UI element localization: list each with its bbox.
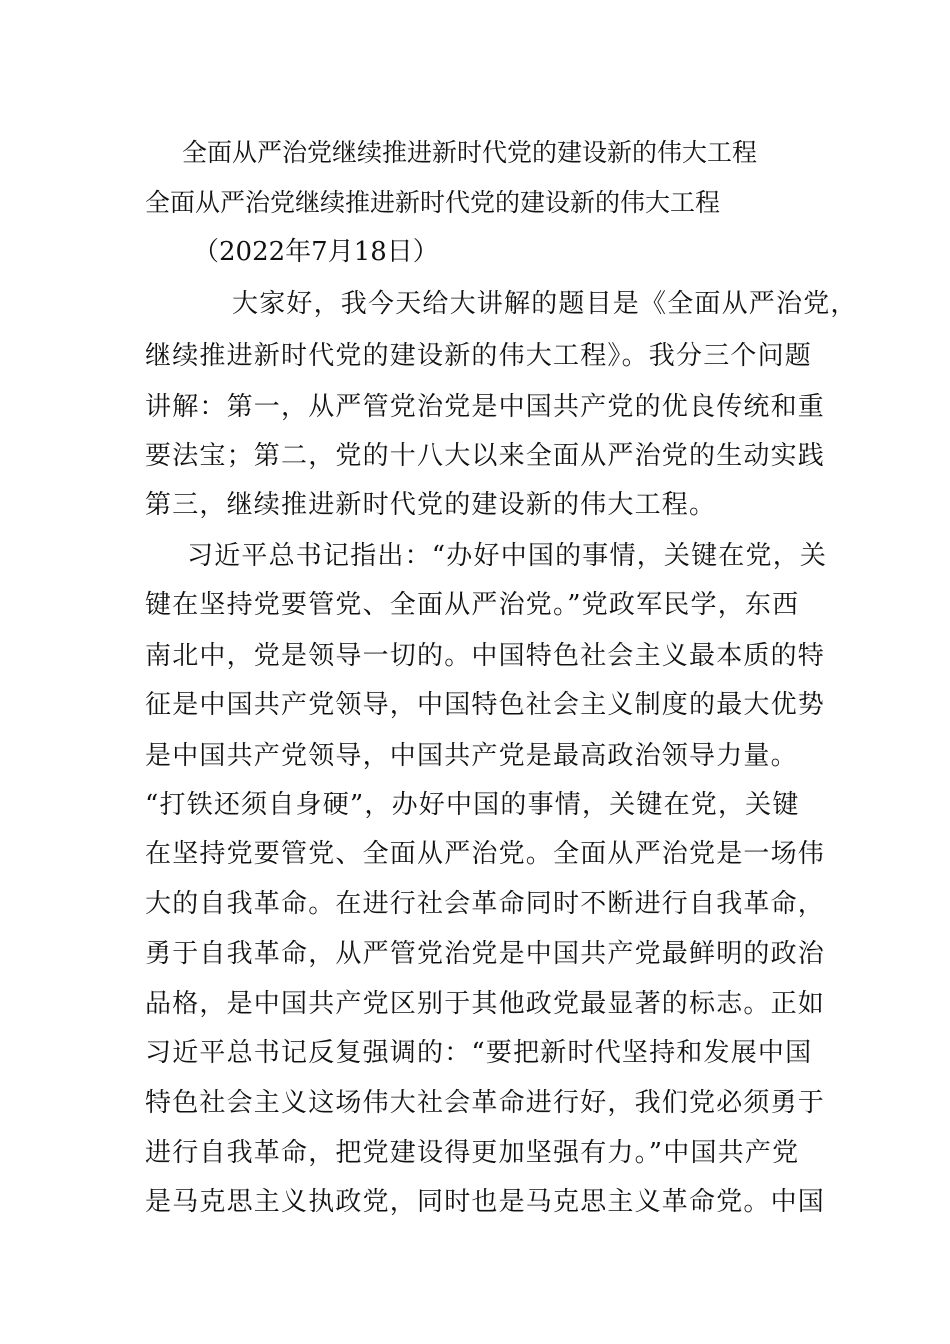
paragraph-1-line: 讲解：第一，从严管党治党是中国共产党的优良传统和重: [145, 392, 826, 422]
paragraph-1-line: 要法宝；第二，党的十八大以来全面从严治党的生动实践: [145, 441, 826, 471]
paragraph-2-line: 征是中国共产党领导，中国特色社会主义制度的最大优势: [145, 690, 826, 720]
paragraph-2-line: 进行自我革命，把党建设得更加坚强有力。”中国共产党: [145, 1138, 800, 1168]
paragraph-2-line: 大的自我革命。在进行社会革命同时不断进行自我革命，: [145, 889, 826, 919]
paragraph-2-line: 习近平总书记反复强调的：“要把新时代坚持和发展中国: [145, 1038, 813, 1068]
paragraph-1-line: 继续推进新时代党的建设新的伟大工程》。我分三个问题: [145, 341, 813, 371]
paragraph-1-line: 第三，继续推进新时代党的建设新的伟大工程。: [145, 490, 717, 520]
paragraph-2-line: 南北中，党是领导一切的。中国特色社会主义最本质的特: [145, 641, 826, 671]
paragraph-2-line: 是中国共产党领导，中国共产党是最高政治领导力量。: [145, 741, 798, 771]
paragraph-2-line: 键在坚持党要管党、全面从严治党。”党政军民学，东西: [145, 590, 800, 620]
title-line-2: 全面从严治党继续推进新时代党的建设新的伟大工程: [145, 188, 721, 217]
paragraph-2-line: 勇于自我革命，从严管党治党是中国共产党最鲜明的政治: [145, 939, 826, 969]
paragraph-2-line: 品格，是中国共产党区别于其他政党最显著的标志。正如: [145, 989, 826, 1019]
title-line-1: 全面从严治党继续推进新时代党的建设新的伟大工程: [182, 138, 758, 167]
paragraph-2-line: 特色社会主义这场伟大社会革命进行好，我们党必须勇于: [145, 1088, 826, 1118]
paragraph-1-line: 大家好，我今天给大讲解的题目是《全面从严治党，: [232, 289, 858, 319]
paragraph-2-line: 在坚持党要管党、全面从严治党。全面从严治党是一场伟: [145, 839, 826, 869]
date-line: （2022年7月18日）: [193, 237, 439, 267]
paragraph-2-line: 习近平总书记指出：“办好中国的事情，关键在党，关: [187, 541, 828, 571]
paragraph-2-line: “打铁还须自身硬”，办好中国的事情，关键在党，关键: [145, 790, 800, 820]
paragraph-2-line: 是马克思主义执政党，同时也是马克思主义革命党。中国: [145, 1187, 826, 1217]
